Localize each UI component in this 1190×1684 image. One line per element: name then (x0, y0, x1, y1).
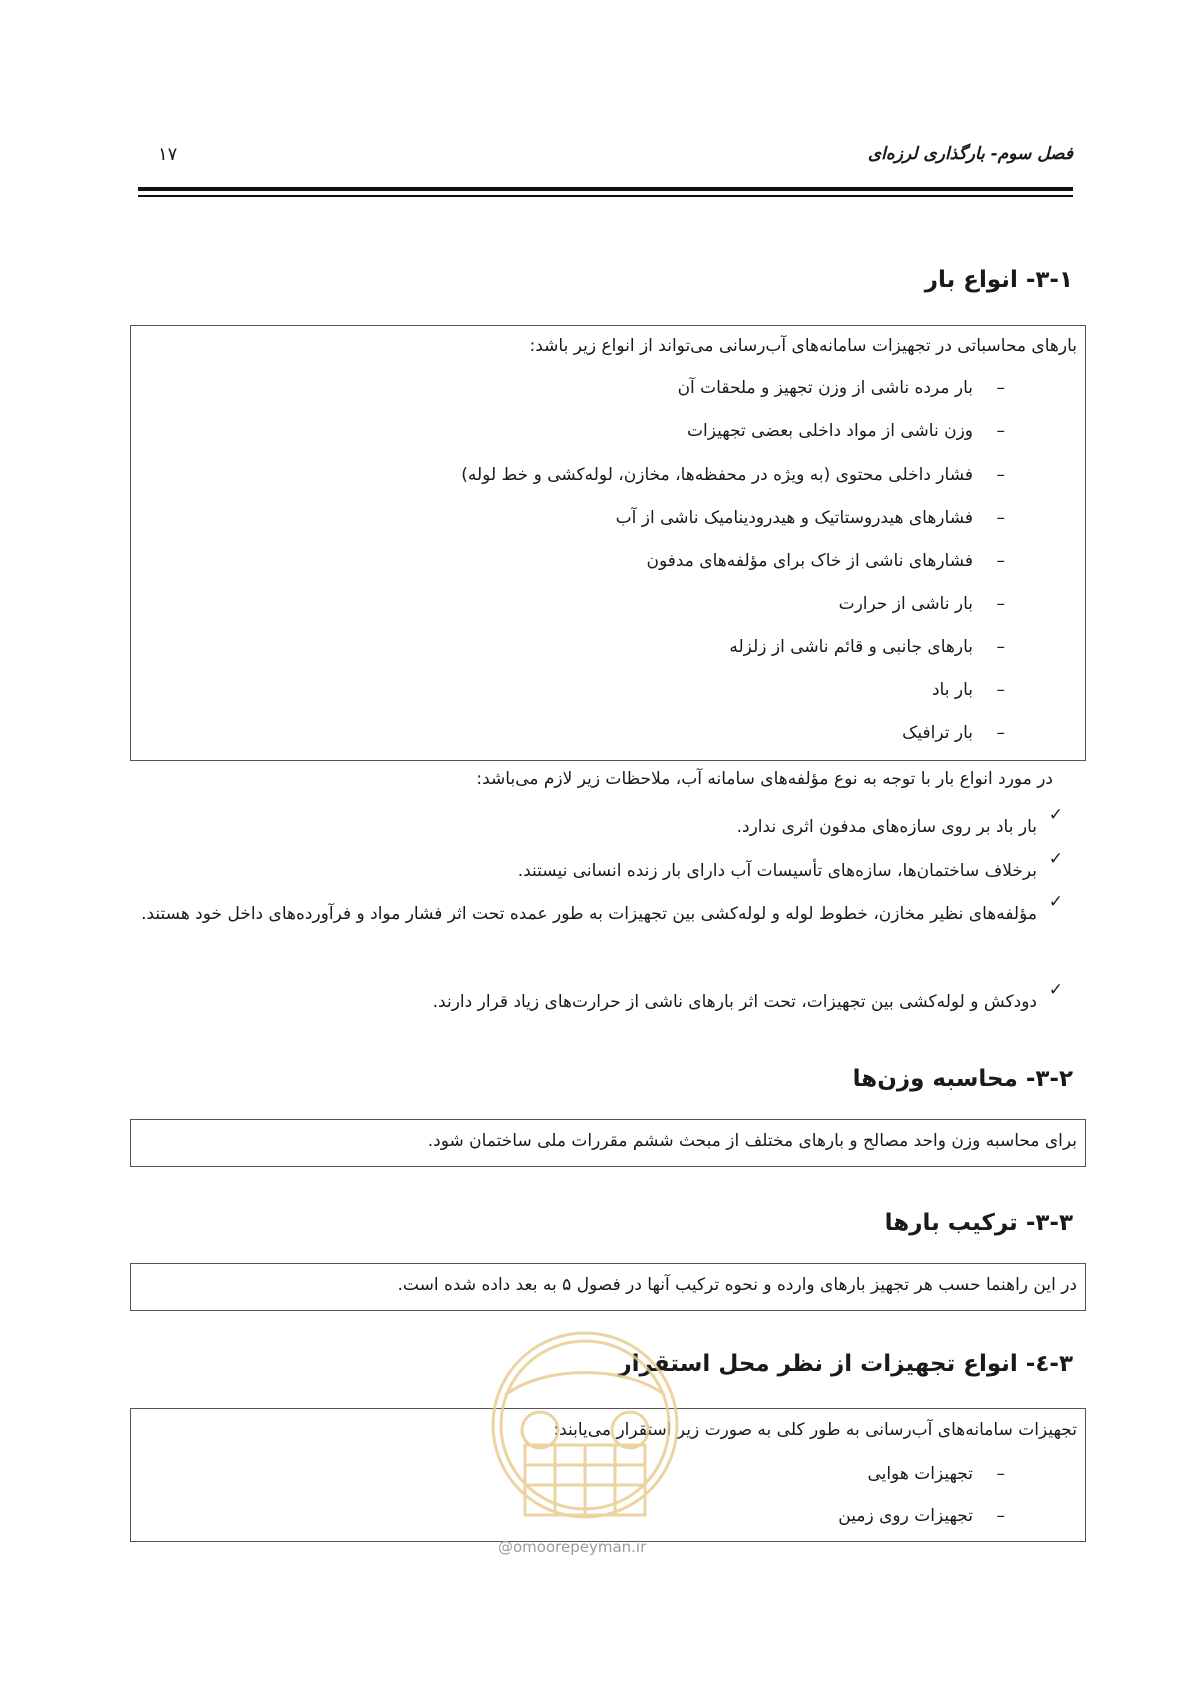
watermark-seal-logo (485, 1325, 685, 1565)
dash-bullet: – (996, 551, 1005, 571)
list-item: –فشارهای هیدروستاتیک و هیدرودینامیک ناشی از آب (615, 508, 1005, 528)
section-heading-load-combination: ۳-۳- ترکیب بارها (884, 1210, 1073, 1236)
list-item: –تجهیزات هوایی (867, 1464, 1005, 1484)
list-item: –فشارهای ناشی از خاک برای مؤلفه‌های مدفون (646, 551, 1005, 571)
dash-bullet: – (996, 1464, 1005, 1484)
check-bullet: ✓ (1048, 849, 1063, 869)
box-load-combination (130, 1263, 1086, 1311)
list-item: –بار ناشی از حرارت (838, 594, 1005, 614)
section-heading-weight-calculation: ۳-۲- محاسبه وزن‌ها (852, 1066, 1073, 1092)
dash-bullet: – (996, 508, 1005, 528)
list-item: –بارهای جانبی و قائم ناشی از زلزله (729, 637, 1005, 657)
header-rule-thin (138, 195, 1073, 197)
box-load-types (130, 325, 1086, 761)
list-item: –بار مرده ناشی از وزن تجهیز و ملحقات آن (677, 378, 1005, 398)
running-header (138, 140, 1073, 200)
list-item: –فشار داخلی محتوی (به ویژه در محفظه‌ها، مخازن، لوله‌کشی و خط لوله) (461, 465, 1005, 485)
list-item: ✓برخلاف ساختمان‌ها، سازه‌های تأسیسات آب دارای بار زنده انسانی نیستند. (517, 849, 1063, 881)
list-item: ✓دودکش و لوله‌کشی بین تجهیزات، تحت اثر بارهای ناشی از حرارت‌های زیاد قرار دارند. (432, 980, 1063, 1012)
list-item: –بار باد (931, 680, 1005, 700)
dash-bullet: – (996, 378, 1005, 398)
box-text: در این راهنما حسب هر تجهیز بارهای وارده و نحوه ترکیب آنها در فصول ۵ به بعد داده شده است. (397, 1275, 1077, 1295)
considerations-intro: در مورد انواع بار با توجه به نوع مؤلفه‌های سامانه آب، ملاحظات زیر لازم می‌باشد: (476, 769, 1053, 789)
check-bullet: ✓ (1048, 805, 1063, 825)
box-weight-calculation (130, 1119, 1086, 1167)
box-text: برای محاسبه وزن واحد مصالح و بارهای مختلف از مبحث ششم مقررات ملی ساختمان شود. (427, 1131, 1077, 1151)
page-number: ۱۷ (158, 144, 178, 165)
watermark-url: @omoorepeyman.ir (498, 1538, 647, 1556)
box-intro: تجهیزات سامانه‌های آب‌رسانی به طور کلی به صورت زیر استقرار می‌یابند: (553, 1420, 1077, 1440)
dash-bullet: – (996, 680, 1005, 700)
list-item: ✓مؤلفه‌های نظیر مخازن، خطوط لوله و لوله‌کشی بین تجهیزات به طور عمده تحت اثر فشار مواد و فرآورده‌های داخل خود هستند. (141, 892, 1063, 924)
section-heading-load-types: ۳-۱- انواع بار (924, 267, 1073, 293)
check-bullet: ✓ (1048, 892, 1063, 912)
section-heading-equipment-placement: ۳-٤- انواع تجهیزات از نظر محل استقرار (618, 1351, 1073, 1377)
list-item: –تجهیزات روی زمین (838, 1506, 1005, 1526)
dash-bullet: – (996, 637, 1005, 657)
dash-bullet: – (996, 594, 1005, 614)
box-intro: بارهای محاسباتی در تجهیزات سامانه‌های آب‌رسانی می‌تواند از انواع زیر باشد: (529, 336, 1077, 356)
header-rule-thick (138, 187, 1073, 191)
list-item: –بار ترافیک (902, 723, 1005, 743)
list-item: –وزن ناشی از مواد داخلی بعضی تجهیزات (687, 421, 1005, 441)
chapter-title: فصل سوم- بارگذاری لرزه‌ای (867, 144, 1073, 164)
dash-bullet: – (996, 465, 1005, 485)
dash-bullet: – (996, 1506, 1005, 1526)
dash-bullet: – (996, 421, 1005, 441)
dash-bullet: – (996, 723, 1005, 743)
list-item: ✓بار باد بر روی سازه‌های مدفون اثری ندارد. (736, 805, 1063, 837)
check-bullet: ✓ (1048, 980, 1063, 1000)
